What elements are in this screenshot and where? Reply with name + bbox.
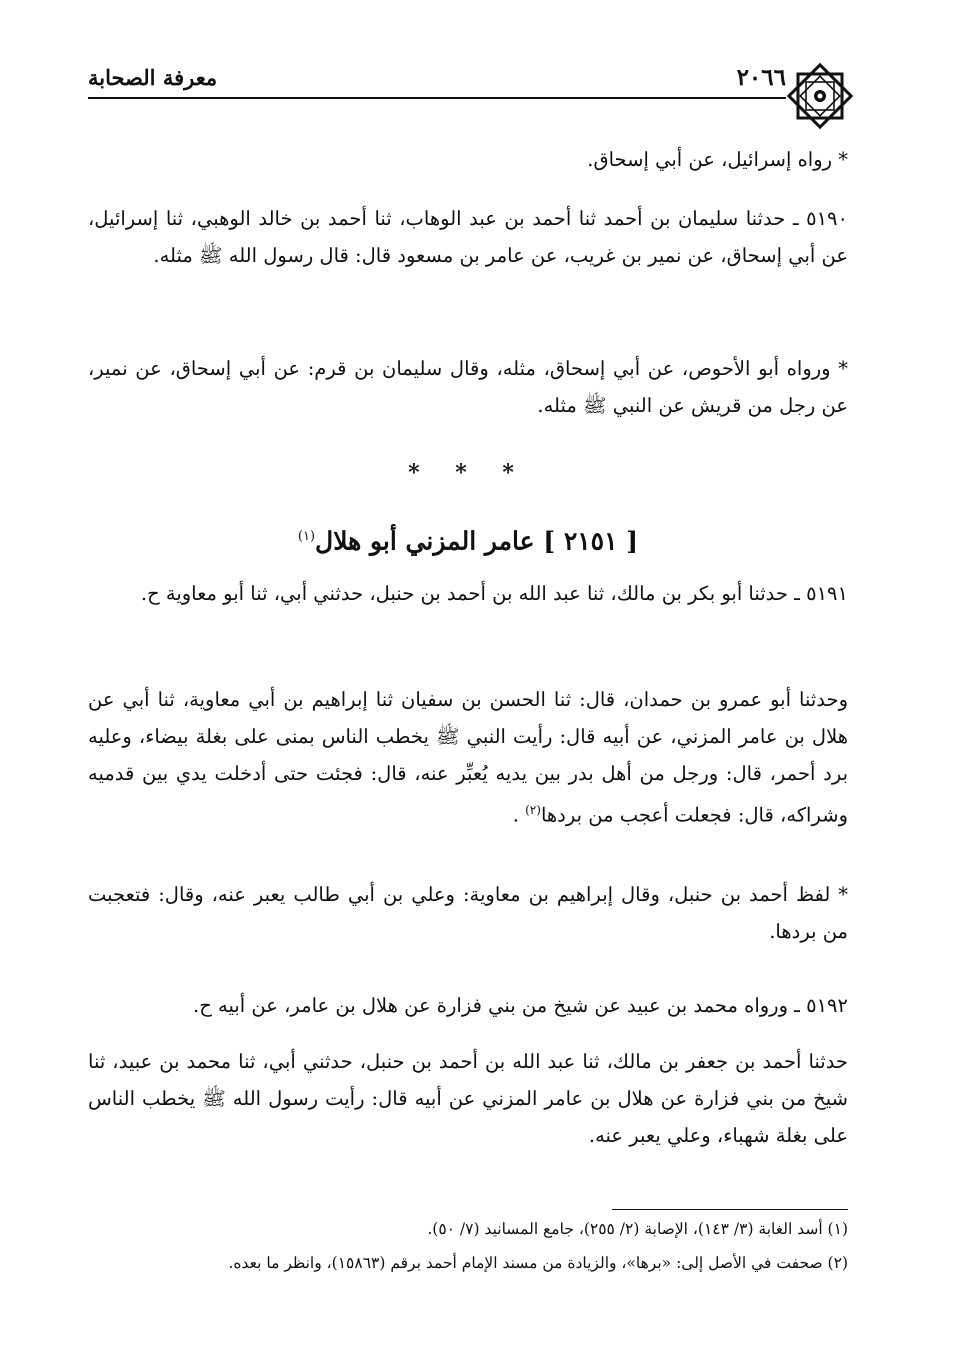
paragraph-hadith-5191: ٥١٩١ ـ حدثنا أبو بكر بن مالك، ثنا عبد الله بن أحمد بن حنبل، حدثني أبي، ثنا أبو معاوية ح. bbox=[140, 582, 848, 605]
paragraph-lafz-ahmad: * لفظ أحمد بن حنبل، وقال إبراهيم بن معاوية: وعلي بن أبي طالب يعبر عنه، وقال: فتعجبت من بردها. bbox=[88, 883, 848, 943]
paragraph-hadith-5190: ٥١٩٠ ـ حدثنا سليمان بن أحمد ثنا أحمد بن عبد الوهاب، ثنا أحمد بن خالد الوهبي، ثنا إسرائيل، عن أبي إسحاق، عن نمير بن غريب، عن عامر بن مسعود قال: قال رسول الله ﷺ مثله. bbox=[88, 207, 848, 267]
footnote-marker-1: (١) bbox=[297, 529, 316, 544]
octagram-ornament-icon bbox=[786, 62, 854, 130]
footnote-2: (٢) صحفت في الأصل إلى: «برها»، والزيادة من مسند الإمام أحمد برقم (١٥٨٦٣)، وانظر ما بعده. bbox=[228, 1254, 848, 1272]
section-heading bbox=[88, 517, 848, 561]
section-heading-text: [ ٢١٥١ ] عامر المزني أبو هلال bbox=[315, 526, 639, 556]
header-rule bbox=[88, 97, 786, 99]
footnote-1: (١) أسد الغابة (٣/ ١٤٣)، الإصابة (٢/ ٢٥٥)، جامع المسانيد (٧/ ٥٠). bbox=[427, 1220, 848, 1238]
paragraph-hadith-hamdan-text: وحدثنا أبو عمرو بن حمدان، قال: ثنا الحسن بن سفيان ثنا إبراهيم بن أبي معاوية، ثنا أبي عن هلال بن عامر المزني، عن أبيه قال: رأيت النبي ﷺ يخطب الناس بمنى على بغلة بيضاء، وعليه برد أحمر، قال: ورجل من أهل بدر بين يديه يُعبِّر عنه، قال: فجئت حتى أدخلت يدي بين قدميه وشراكه، قال: فجعلت أعجب من بردها bbox=[88, 688, 849, 827]
paragraph-narration-abu-ahwas: * ورواه أبو الأحوص، عن أبي إسحاق، مثله، وقال سليمان بن قرم: عن أبي إسحاق، عن نمير، عن رجل من قريش عن النبي ﷺ مثله. bbox=[88, 357, 848, 417]
paragraph-narration-israil: * رواه إسرائيل، عن أبي إسحاق. bbox=[587, 148, 848, 171]
running-title: معرفة الصحابة bbox=[88, 65, 218, 90]
footnote-rule bbox=[612, 1209, 848, 1210]
paragraph-hadith-ahmad-jafar: حدثنا أحمد بن جعفر بن مالك، ثنا عبد الله بن أحمد بن حنبل، حدثني أبي، ثنا محمد بن عبيد، ثنا شيخ من بني فزارة عن هلال بن عامر المزني عن أبيه قال: رأيت رسول الله ﷺ يخطب الناس على بغلة شهباء، وعلي يعبر عنه. bbox=[88, 1050, 848, 1147]
section-separator: * * * bbox=[408, 460, 528, 486]
footnote-marker-2: (٢) bbox=[525, 803, 541, 817]
paragraph-hadith-5192: ٥١٩٢ ـ ورواه محمد بن عبيد عن شيخ من بني فزارة عن هلال بن عامر، عن أبيه ح. bbox=[193, 994, 848, 1017]
page-number: ٢٠٦٦ bbox=[736, 64, 786, 91]
paragraph-hadith-hamdan: وحدثنا أبو عمرو بن حمدان، قال: ثنا الحسن بن سفيان ثنا إبراهيم بن أبي معاوية، ثنا أبي عن هلال بن عامر المزني، عن أبيه قال: رأيت النبي ﷺ يخطب الناس بمنى على بغلة بيضاء، وعليه برد أحمر، قال: ورجل من أهل بدر بين يديه يُعبِّر عنه، قال: فجئت حتى أدخلت يدي بين قدميه وشراكه، قال: فجعلت أعجب من بردها$^{(٢)}$ . bbox=[88, 688, 849, 827]
